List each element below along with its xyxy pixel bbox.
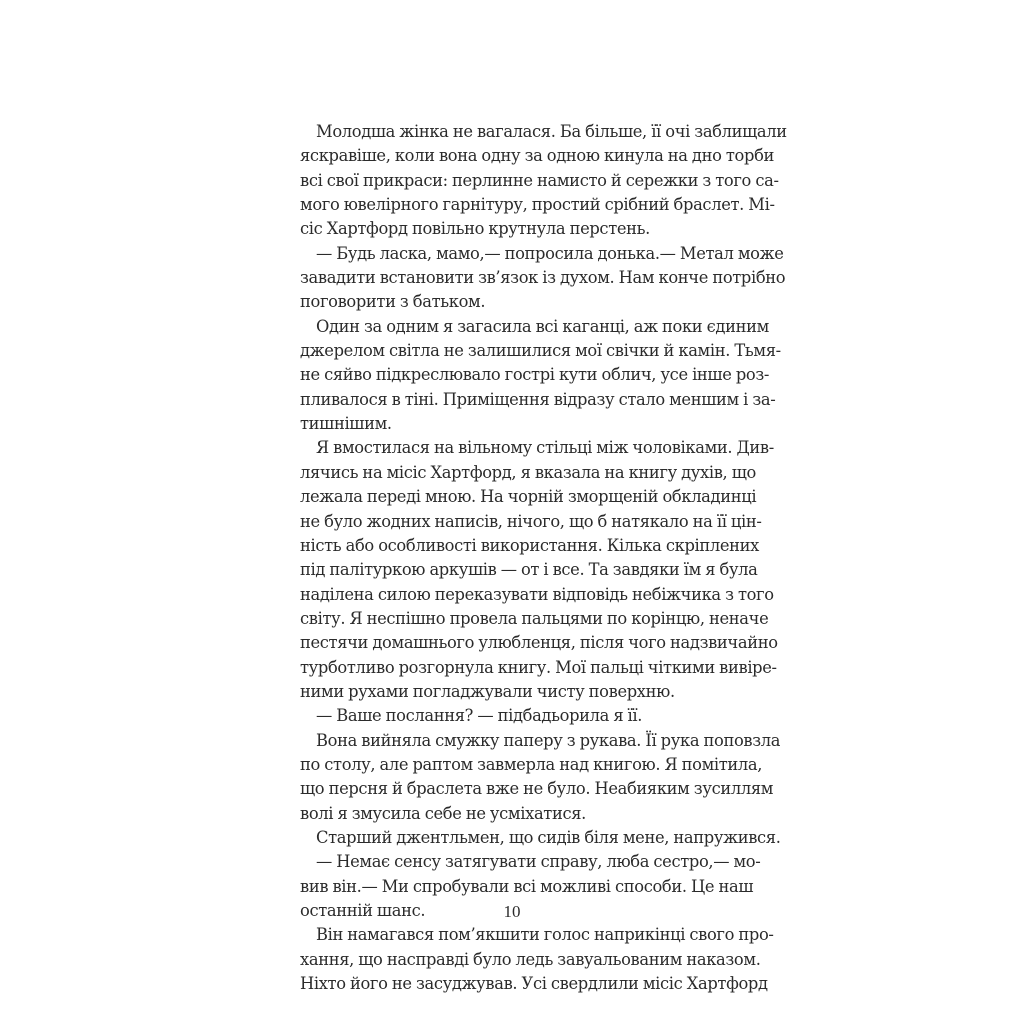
text-line: тишнішим. [300,414,392,434]
text-line: лежала переді мною. На чорній зморщеній обкладинці [300,487,757,507]
paragraph [300,436,778,704]
text-line: Молодша жінка не вагалася. Ба більше, її очі заблищали [316,122,787,141]
text-line: по столу, але раптом завмерла над книгою. Я помітила, [300,754,763,774]
text-line: не було жодних написів, нічого, що б натякало на її цін- [300,511,762,531]
text-line: Він намагався пом’якшити голос наприкінці свого про- [316,925,774,945]
text-line: наділена силою переказувати відповідь небіжчика з того [300,584,774,604]
paragraph [300,120,787,242]
text-line: не сяйво підкреслювало гострі кути облич, усе інше роз- [300,365,770,385]
paragraph [300,923,774,996]
text-line: світу. Я неспішно провела пальцями по корінцю, неначе [300,608,769,628]
text-line: хання, що насправді було ледь завуальованим наказом. [300,949,761,969]
text-line: всі свої прикраси: перлинне намисто й сережки з того са- [300,170,779,190]
text-line: пестячи домашнього улюбленця, після чого надзвичайно [300,633,778,653]
text-line: завадити встановити зв’язок із духом. Нам конче потрібно [300,268,786,288]
text-line: ними рухами погладжували чисту поверхню. [300,681,675,701]
text-line: останній шанс. [300,901,426,920]
paragraph [300,826,781,850]
text-line: Вона вийняла смужку паперу з рукава. Її рука поповзла [316,730,781,750]
text-line: турботливо розгорнула книгу. Мої пальці чіткими вивіре- [300,657,777,677]
text-line: — Ваше послання? — підбадьорила я її. [316,706,643,726]
text-line: Я вмостилася на вільному стільці між чоловіками. Див- [316,438,774,458]
text-line: що персня й браслета вже не було. Неабияким зусиллям [300,779,774,799]
text-line: Один за одним я загасила всі каганці, аж поки єдиним [316,316,769,336]
text-line: джерелом світла не залишилися мої свічки й камін. Тьмя- [300,341,781,361]
body-text [300,120,787,996]
text-line: Старший джентльмен, що сидів біля мене, напружився. [316,827,781,847]
text-line: яскравіше, коли вона одну за одною кинула на дно торби [300,146,775,166]
text-line: мого ювелірного гарнітуру, простий срібний браслет. Мі- [300,195,775,215]
paragraph [300,729,781,826]
text-line: ність або особливості використання. Кілька скріплених [300,535,759,555]
paragraph [300,242,786,315]
text-line: Ніхто його не засуджував. Усі свердлили місіс Хартфорд [300,974,768,994]
text-line: — Будь ласка, мамо,— попросила донька.— Метал може [316,243,784,263]
text-line: — Немає сенсу затягувати справу, люба сестро,— мо- [316,852,761,872]
text-line: пливалося в тіні. Приміщення відразу стало меншим і за- [300,389,776,409]
text-line: вив він.— Ми спробували всі можливі способи. Це наш [300,876,754,896]
page-number: 10 [503,902,521,921]
text-line: поговорити з батьком. [300,292,486,312]
text-line: сіс Хартфорд повільно крутнула перстень. [300,219,650,239]
paragraph [300,315,781,437]
text-line: під палітуркою аркушів — от і все. Та завдяки їм я була [300,560,758,580]
text-line: волі я змусила себе не усміхатися. [300,803,586,823]
paragraph [300,704,737,728]
text-line: лячись на місіс Хартфорд, я вказала на книгу духів, що [300,462,756,482]
